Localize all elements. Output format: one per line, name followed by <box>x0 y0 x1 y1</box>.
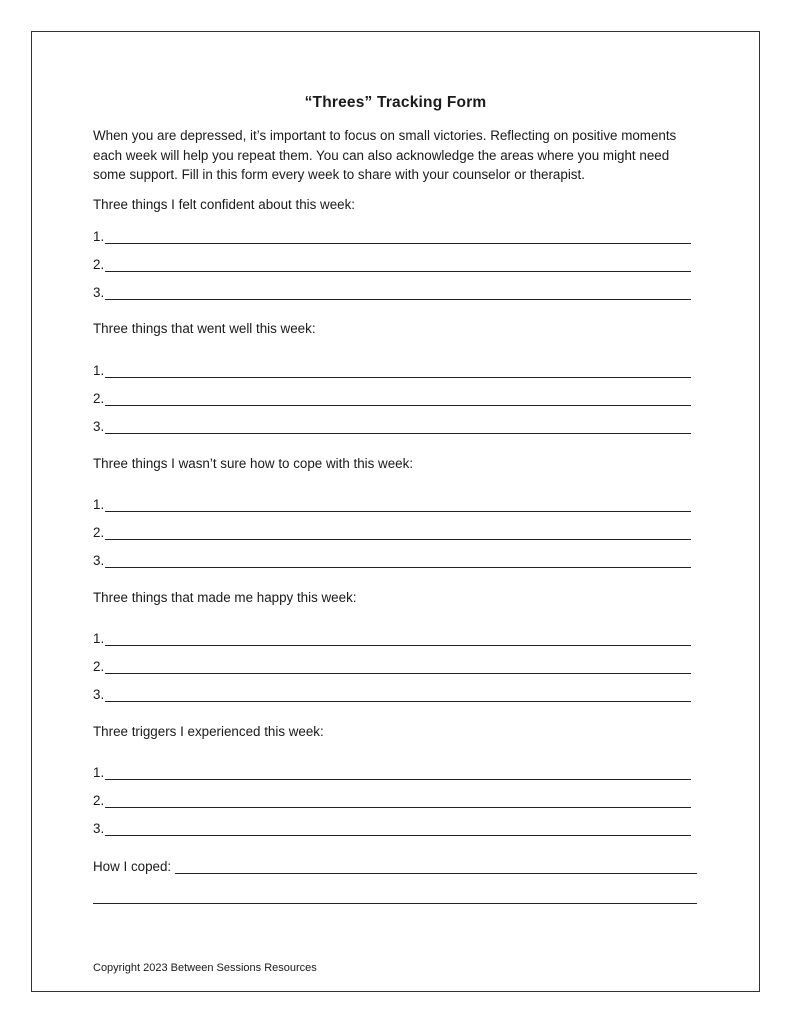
item-number: 2. <box>93 659 105 674</box>
answer-line[interactable] <box>93 684 691 702</box>
copyright-footer: Copyright 2023 Between Sessions Resources <box>93 962 317 974</box>
answer-blank[interactable] <box>105 525 691 540</box>
intro-paragraph: When you are depressed, it’s important to focus on small victories. Reflecting on positive moments each week will help you repeat them. You can also acknowledge the areas where you might need some support. Fill in this form every week to share with your counselor or therapist. <box>93 128 677 182</box>
answer-blank[interactable] <box>105 687 691 702</box>
answer-blank[interactable] <box>105 821 691 836</box>
item-number: 3. <box>93 285 105 300</box>
item-number: 3. <box>93 821 105 836</box>
answer-line[interactable] <box>93 818 691 836</box>
answer-line[interactable] <box>93 550 691 568</box>
answer-line[interactable] <box>93 282 691 300</box>
item-number: 1. <box>93 631 105 646</box>
answer-line[interactable] <box>93 360 691 378</box>
item-number: 1. <box>93 229 105 244</box>
section-prompt-happy: Three things that made me happy this week: <box>93 590 357 605</box>
how-i-coped-row[interactable] <box>93 856 697 874</box>
answer-blank[interactable] <box>105 631 691 646</box>
item-number: 2. <box>93 257 105 272</box>
answer-line[interactable] <box>93 522 691 540</box>
item-number: 1. <box>93 363 105 378</box>
section-prompt-went-well: Three things that went well this week: <box>93 321 316 336</box>
how-i-coped-blank[interactable] <box>175 859 697 874</box>
answer-line[interactable] <box>93 388 691 406</box>
answer-blank[interactable] <box>105 257 691 272</box>
item-number: 3. <box>93 687 105 702</box>
item-number: 1. <box>93 497 105 512</box>
answer-line[interactable] <box>93 762 691 780</box>
answer-line[interactable] <box>93 494 691 512</box>
answer-line[interactable] <box>93 254 691 272</box>
answer-blank[interactable] <box>105 765 691 780</box>
answer-blank[interactable] <box>105 419 691 434</box>
item-number: 1. <box>93 765 105 780</box>
answer-blank[interactable] <box>105 285 691 300</box>
answer-line[interactable] <box>93 628 691 646</box>
answer-line[interactable] <box>93 790 691 808</box>
item-number: 3. <box>93 553 105 568</box>
answer-blank[interactable] <box>105 497 691 512</box>
answer-blank[interactable] <box>105 229 691 244</box>
answer-blank[interactable] <box>105 363 691 378</box>
how-i-coped-extra-line[interactable] <box>93 903 697 904</box>
answer-blank[interactable] <box>105 553 691 568</box>
form-title: “Threes” Tracking Form <box>304 94 487 111</box>
answer-blank[interactable] <box>105 793 691 808</box>
item-number: 3. <box>93 419 105 434</box>
answer-line[interactable] <box>93 226 691 244</box>
item-number: 2. <box>93 793 105 808</box>
answer-blank[interactable] <box>105 659 691 674</box>
answer-line[interactable] <box>93 416 691 434</box>
section-prompt-triggers: Three triggers I experienced this week: <box>93 724 324 739</box>
item-number: 2. <box>93 525 105 540</box>
section-prompt-confident: Three things I felt confident about this week: <box>93 197 356 212</box>
how-i-coped-label: How I coped: <box>93 859 172 874</box>
section-prompt-cope: Three things I wasn’t sure how to cope with this week: <box>93 456 414 471</box>
item-number: 2. <box>93 391 105 406</box>
answer-blank[interactable] <box>105 391 691 406</box>
answer-line[interactable] <box>93 656 691 674</box>
